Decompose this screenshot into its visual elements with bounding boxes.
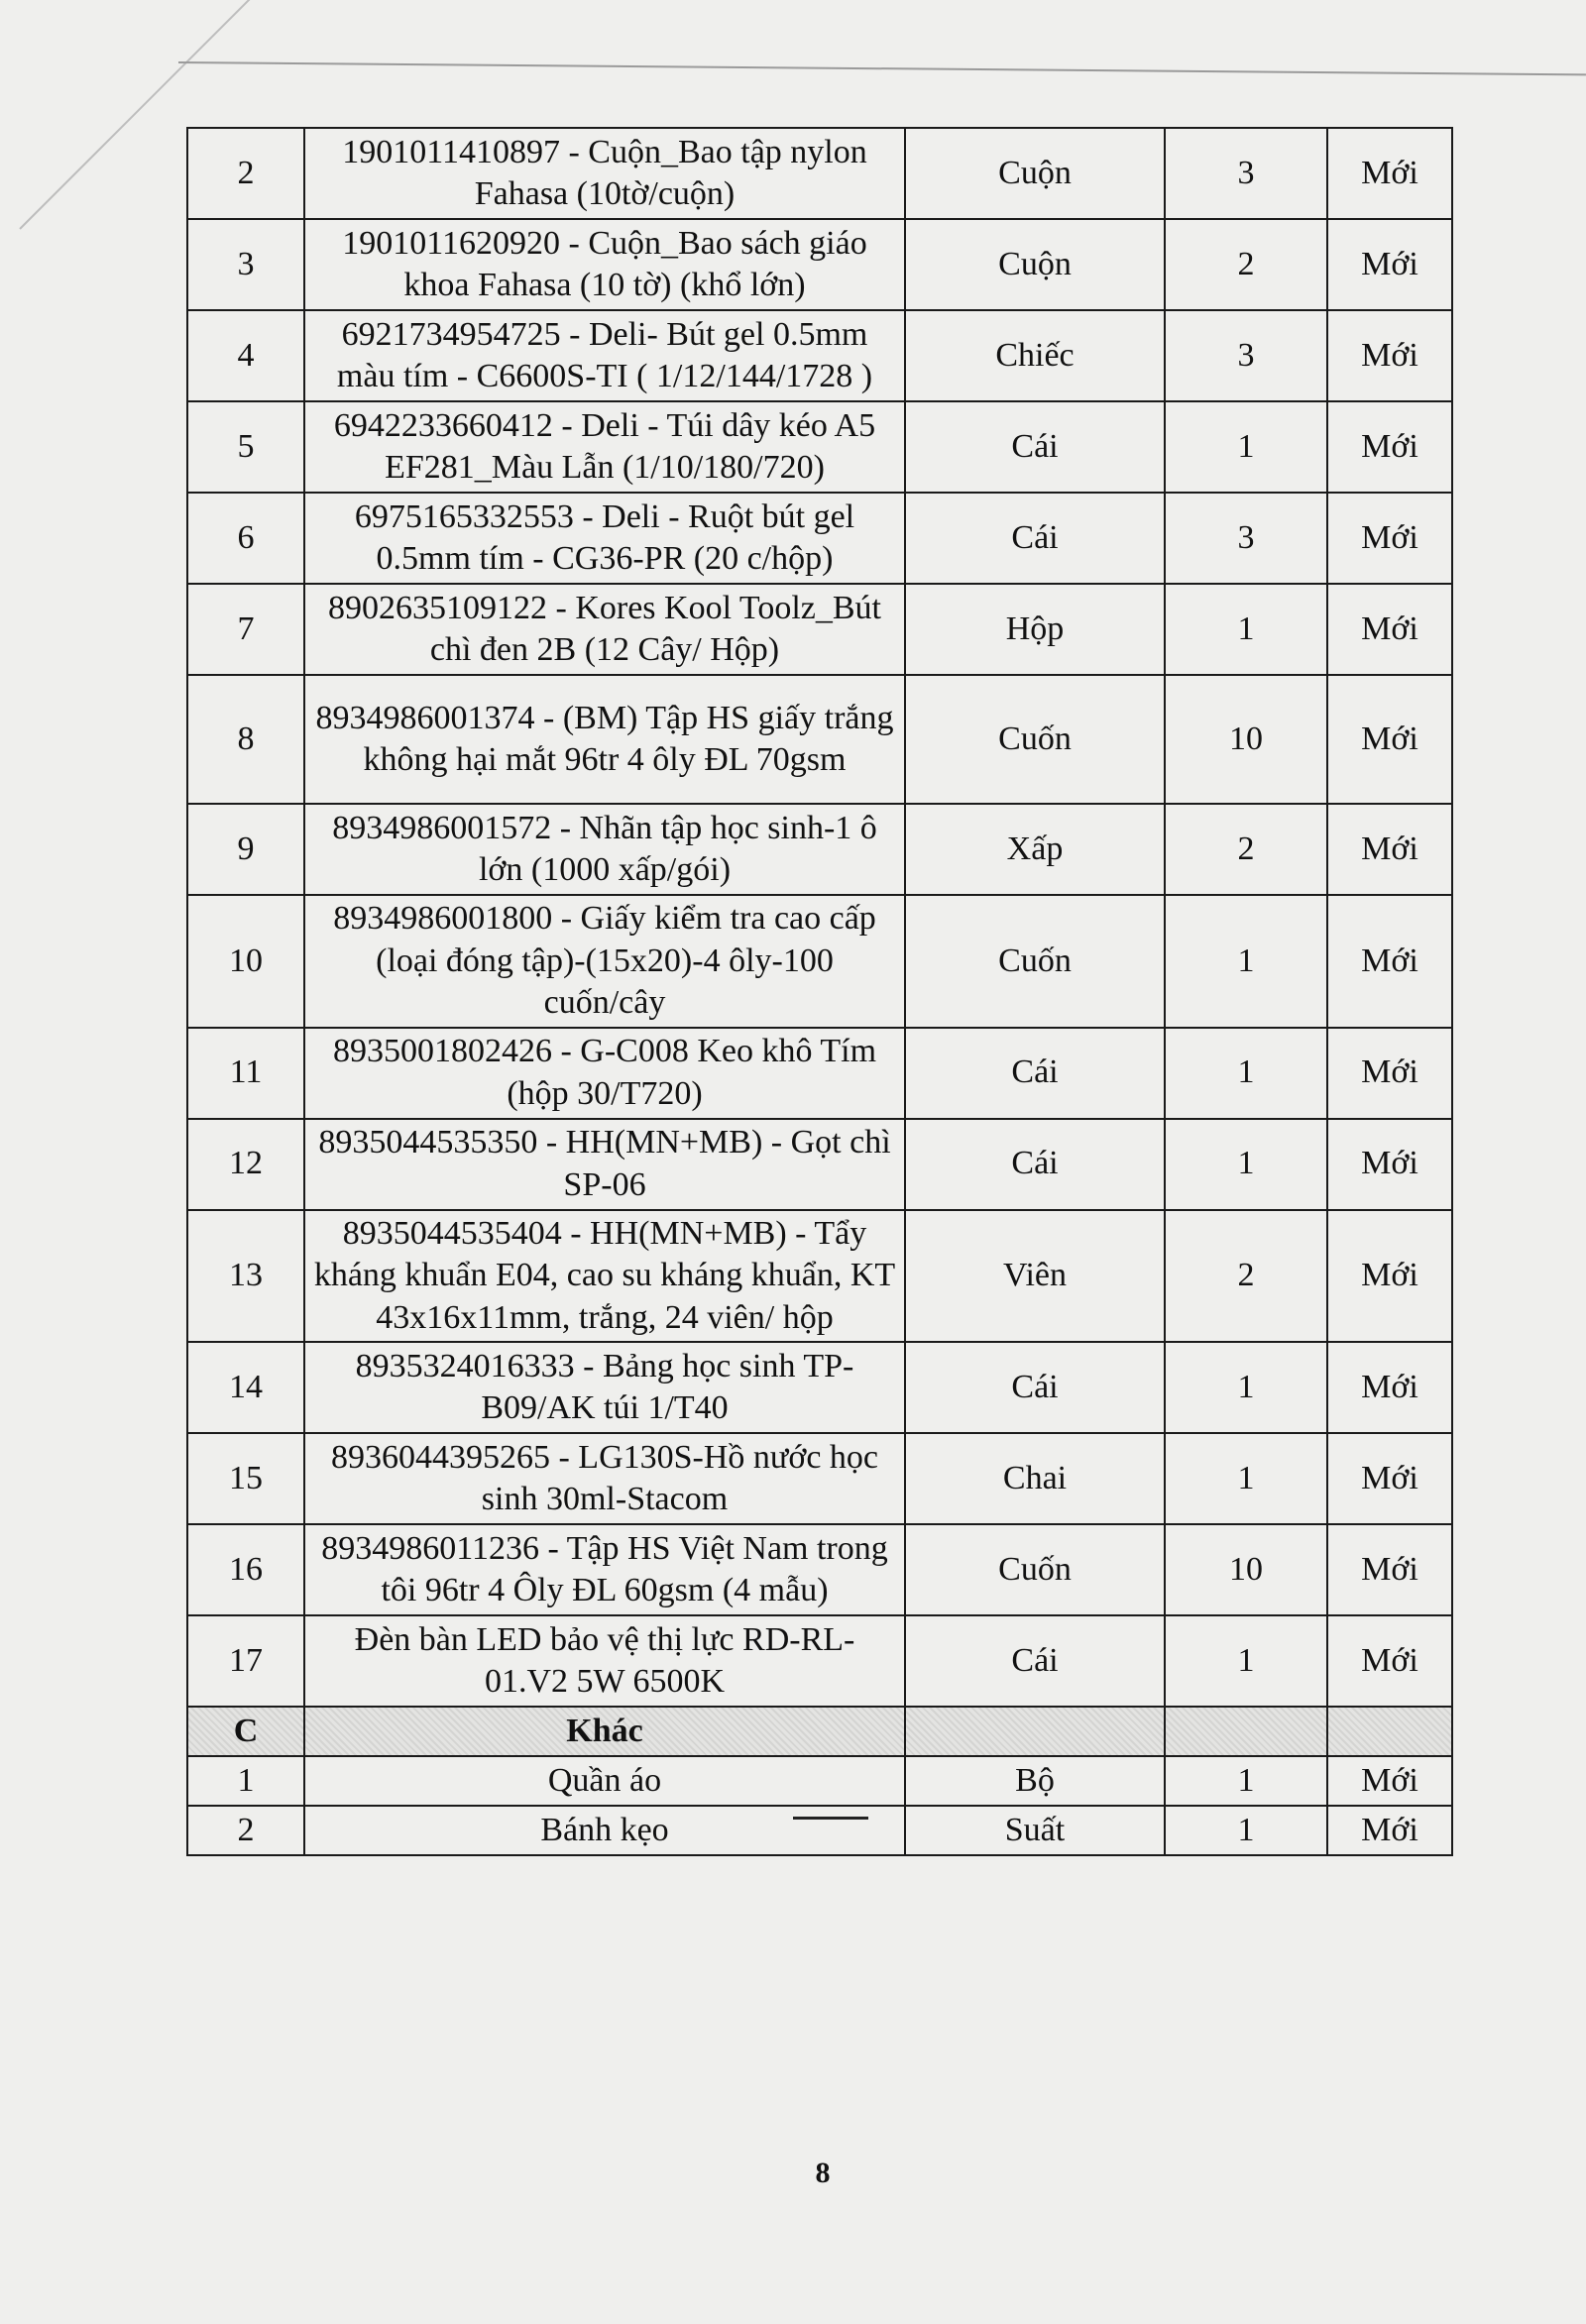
- item-name: 8935044535404 - HH(MN+MB) - Tẩy kháng khuẩn E04, cao su kháng khuẩn, KT 43x16x11mm, trắng, 24 viên/ hộp: [304, 1210, 905, 1343]
- item-name: 8902635109122 - Kores Kool Toolz_Bút chì đen 2B (12 Cây/ Hộp): [304, 584, 905, 675]
- item-name: Bánh kẹo: [304, 1806, 905, 1855]
- section-empty-cell: [1165, 1707, 1327, 1756]
- row-number: 13: [187, 1210, 304, 1343]
- item-unit: Cuộn: [905, 219, 1165, 310]
- table-row: [187, 1524, 1452, 1615]
- item-quantity: 1: [1165, 895, 1327, 1028]
- row-number: 1: [187, 1756, 304, 1806]
- item-status: Mới: [1327, 493, 1452, 584]
- item-unit: Cái: [905, 401, 1165, 493]
- item-name: Đèn bàn LED bảo vệ thị lực RD-RL-01.V2 5W 6500K: [304, 1615, 905, 1707]
- table-row: [187, 310, 1452, 401]
- item-status: Mới: [1327, 1028, 1452, 1119]
- row-number: 5: [187, 401, 304, 493]
- item-quantity: 1: [1165, 1615, 1327, 1707]
- row-number: 6: [187, 493, 304, 584]
- item-name: 8935044535350 - HH(MN+MB) - Gọt chì SP-06: [304, 1119, 905, 1210]
- row-number: 17: [187, 1615, 304, 1707]
- item-name: Quần áo: [304, 1756, 905, 1806]
- item-unit: Cuốn: [905, 675, 1165, 804]
- section-header-row: [187, 1707, 1452, 1756]
- item-name: 8934986001572 - Nhãn tập học sinh-1 ô lớn (1000 xấp/gói): [304, 804, 905, 895]
- item-status: Mới: [1327, 584, 1452, 675]
- item-status: Mới: [1327, 401, 1452, 493]
- table-row: [187, 401, 1452, 493]
- page-number: 8: [815, 2157, 831, 2189]
- item-status: Mới: [1327, 1806, 1452, 1855]
- item-quantity: 1: [1165, 584, 1327, 675]
- section-code: C: [187, 1707, 304, 1756]
- item-name: 6942233660412 - Deli - Túi dây kéo A5 EF281_Màu Lẫn (1/10/180/720): [304, 401, 905, 493]
- table-row: [187, 1210, 1452, 1343]
- inventory-table: [186, 127, 1453, 1856]
- item-name: 8934986001374 - (BM) Tập HS giấy trắng không hại mắt 96tr 4 ôly ĐL 70gsm: [304, 675, 905, 804]
- table-row: [187, 493, 1452, 584]
- table-row: [187, 1615, 1452, 1707]
- item-name: 6975165332553 - Deli - Ruột bút gel 0.5mm tím - CG36-PR (20 c/hộp): [304, 493, 905, 584]
- item-name: 8936044395265 - LG130S-Hồ nước học sinh 30ml-Stacom: [304, 1433, 905, 1524]
- item-status: Mới: [1327, 310, 1452, 401]
- item-status: Mới: [1327, 1524, 1452, 1615]
- item-quantity: 1: [1165, 1119, 1327, 1210]
- item-unit: Cuốn: [905, 895, 1165, 1028]
- table-row: [187, 895, 1452, 1028]
- item-unit: Cái: [905, 1028, 1165, 1119]
- item-status: Mới: [1327, 1615, 1452, 1707]
- row-number: 15: [187, 1433, 304, 1524]
- item-quantity: 2: [1165, 804, 1327, 895]
- table-row: [187, 1433, 1452, 1524]
- item-status: Mới: [1327, 128, 1452, 219]
- table-row: [187, 1028, 1452, 1119]
- item-quantity: 10: [1165, 1524, 1327, 1615]
- row-number: 14: [187, 1342, 304, 1433]
- section-title: Khác: [304, 1707, 905, 1756]
- item-unit: Viên: [905, 1210, 1165, 1343]
- row-number: 8: [187, 675, 304, 804]
- table-row: [187, 1342, 1452, 1433]
- item-status: Mới: [1327, 1756, 1452, 1806]
- item-quantity: 1: [1165, 1756, 1327, 1806]
- item-quantity: 2: [1165, 219, 1327, 310]
- item-unit: Suất: [905, 1806, 1165, 1855]
- item-unit: Hộp: [905, 584, 1165, 675]
- item-unit: Cái: [905, 493, 1165, 584]
- row-number: 12: [187, 1119, 304, 1210]
- row-number: 4: [187, 310, 304, 401]
- item-quantity: 1: [1165, 1342, 1327, 1433]
- table-row: [187, 804, 1452, 895]
- table-row: [187, 584, 1452, 675]
- row-number: 2: [187, 128, 304, 219]
- item-quantity: 2: [1165, 1210, 1327, 1343]
- item-name: 1901011620920 - Cuộn_Bao sách giáo khoa Fahasa (10 tờ) (khổ lớn): [304, 219, 905, 310]
- item-name: 1901011410897 - Cuộn_Bao tập nylon Fahasa (10tờ/cuộn): [304, 128, 905, 219]
- item-status: Mới: [1327, 1210, 1452, 1343]
- item-name: 8935324016333 - Bảng học sinh TP-B09/AK túi 1/T40: [304, 1342, 905, 1433]
- row-number: 2: [187, 1806, 304, 1855]
- item-name: 6921734954725 - Deli- Bút gel 0.5mm màu tím - C6600S-TI ( 1/12/144/1728 ): [304, 310, 905, 401]
- row-number: 10: [187, 895, 304, 1028]
- item-quantity: 3: [1165, 493, 1327, 584]
- item-status: Mới: [1327, 219, 1452, 310]
- item-quantity: 1: [1165, 1433, 1327, 1524]
- row-number: 11: [187, 1028, 304, 1119]
- row-number: 16: [187, 1524, 304, 1615]
- table-row: [187, 1806, 1452, 1855]
- item-unit: Cái: [905, 1342, 1165, 1433]
- item-quantity: 1: [1165, 401, 1327, 493]
- item-status: Mới: [1327, 1433, 1452, 1524]
- item-status: Mới: [1327, 675, 1452, 804]
- row-number: 7: [187, 584, 304, 675]
- item-unit: Cuốn: [905, 1524, 1165, 1615]
- table-row: [187, 1119, 1452, 1210]
- table-row: [187, 675, 1452, 804]
- item-unit: Chiếc: [905, 310, 1165, 401]
- item-unit: Cuộn: [905, 128, 1165, 219]
- item-quantity: 1: [1165, 1806, 1327, 1855]
- table-row: [187, 219, 1452, 310]
- item-unit: Xấp: [905, 804, 1165, 895]
- item-quantity: 3: [1165, 310, 1327, 401]
- table-row: [187, 128, 1452, 219]
- section-empty-cell: [1327, 1707, 1452, 1756]
- section-empty-cell: [905, 1707, 1165, 1756]
- item-unit: Chai: [905, 1433, 1165, 1524]
- row-number: 9: [187, 804, 304, 895]
- item-name: 8934986011236 - Tập HS Việt Nam trong tôi 96tr 4 Ôly ĐL 60gsm (4 mẫu): [304, 1524, 905, 1615]
- table-row: [187, 1756, 1452, 1806]
- item-status: Mới: [1327, 895, 1452, 1028]
- item-name: 8934986001800 - Giấy kiểm tra cao cấp (loại đóng tập)-(15x20)-4 ôly-100 cuốn/cây: [304, 895, 905, 1028]
- item-quantity: 10: [1165, 675, 1327, 804]
- row-number: 3: [187, 219, 304, 310]
- item-status: Mới: [1327, 1342, 1452, 1433]
- item-status: Mới: [1327, 804, 1452, 895]
- item-unit: Bộ: [905, 1756, 1165, 1806]
- item-name: 8935001802426 - G-C008 Keo khô Tím (hộp 30/T720): [304, 1028, 905, 1119]
- item-unit: Cái: [905, 1119, 1165, 1210]
- end-of-table-mark: [793, 1817, 868, 1820]
- item-status: Mới: [1327, 1119, 1452, 1210]
- item-quantity: 1: [1165, 1028, 1327, 1119]
- page-fold-line: [178, 61, 1586, 75]
- item-unit: Cái: [905, 1615, 1165, 1707]
- item-quantity: 3: [1165, 128, 1327, 219]
